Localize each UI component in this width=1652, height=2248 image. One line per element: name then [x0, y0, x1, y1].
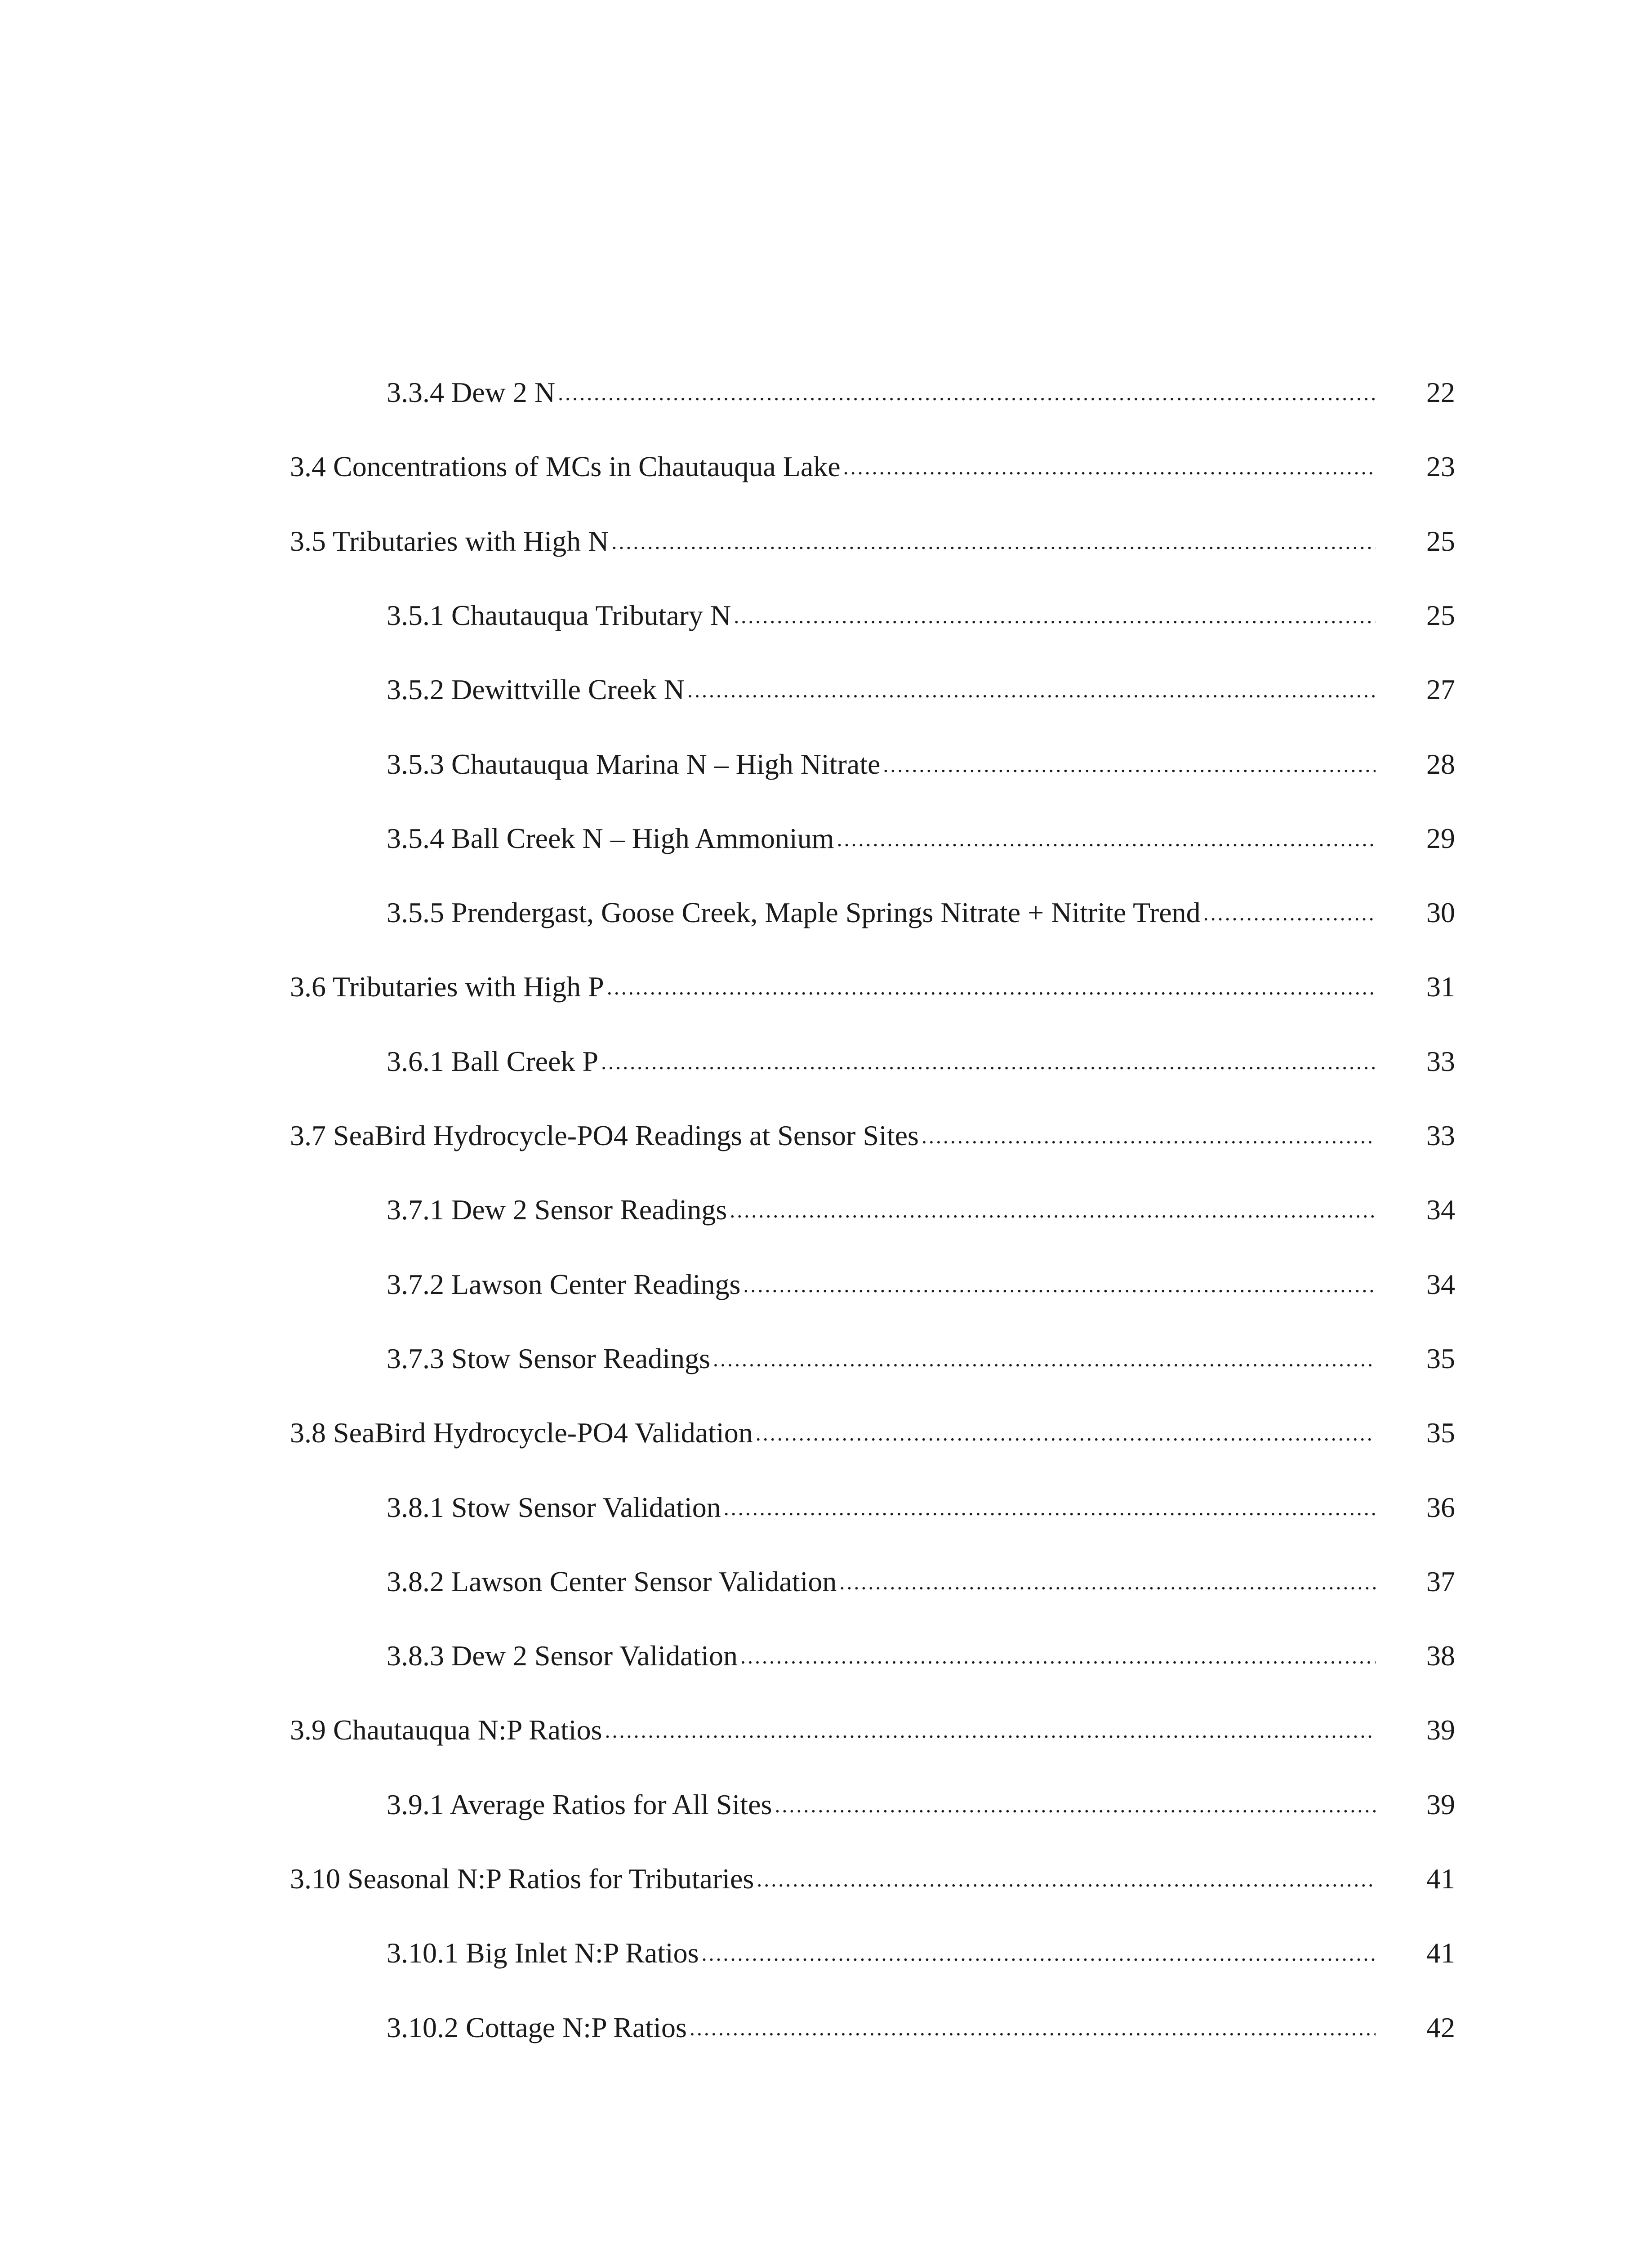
dot-leader — [558, 378, 1376, 407]
toc-entry-title: 3.10.1 Big Inlet N:P Ratios — [387, 1937, 699, 1969]
toc-entry[interactable] — [387, 1324, 1455, 1374]
toc-entry-title: 3.5.3 Chautauqua Marina N – High Nitrate — [387, 748, 881, 780]
toc-entry-title: 3.6.1 Ball Creek P — [387, 1045, 599, 1077]
toc-entry-title: 3.7.1 Dew 2 Sensor Readings — [387, 1194, 727, 1226]
toc-entry[interactable] — [290, 432, 1455, 482]
toc-entry-title: 3.8.2 Lawson Center Sensor Validation — [387, 1566, 837, 1597]
toc-entry[interactable] — [290, 1695, 1455, 1746]
toc-entry-title: 3.10 Seasonal N:P Ratios for Tributaries — [290, 1863, 754, 1895]
dot-leader — [730, 1195, 1376, 1224]
toc-entry-title: 3.3.4 Dew 2 N — [387, 376, 556, 408]
toc-entry-page-number: 33 — [1426, 1045, 1455, 1077]
toc-entry[interactable] — [387, 1621, 1455, 1672]
toc-entry-title: 3.8.3 Dew 2 Sensor Validation — [387, 1640, 738, 1672]
toc-entry[interactable] — [387, 1770, 1455, 1820]
toc-entry-page-number: 25 — [1426, 599, 1455, 631]
toc-entry[interactable] — [387, 655, 1455, 705]
toc-entry-title: 3.7.2 Lawson Center Readings — [387, 1268, 741, 1300]
toc-entry[interactable] — [387, 1918, 1455, 1969]
toc-entry[interactable] — [290, 506, 1455, 557]
toc-entry[interactable] — [387, 1472, 1455, 1523]
dot-leader — [843, 452, 1376, 481]
dot-leader — [775, 1790, 1376, 1819]
toc-entry[interactable] — [387, 1175, 1455, 1226]
dot-leader — [601, 1047, 1376, 1076]
toc-entry-page-number: 36 — [1426, 1491, 1455, 1523]
toc-entry-page-number: 22 — [1426, 376, 1455, 408]
toc-entry[interactable] — [387, 878, 1455, 928]
toc-entry-page-number: 37 — [1426, 1566, 1455, 1597]
toc-entry-page-number: 33 — [1426, 1120, 1455, 1151]
toc-entry[interactable] — [290, 1844, 1455, 1895]
toc-entry-title: 3.8.1 Stow Sensor Validation — [387, 1491, 721, 1523]
dot-leader — [837, 824, 1376, 853]
dot-leader — [1203, 898, 1376, 927]
toc-entry-page-number: 23 — [1426, 450, 1455, 482]
toc-entry[interactable] — [387, 729, 1455, 780]
toc-entry-page-number: 41 — [1426, 1937, 1455, 1969]
dot-leader — [687, 675, 1376, 704]
toc-entry[interactable] — [290, 1398, 1455, 1449]
toc-entry-title: 3.5.4 Ball Creek N – High Ammonium — [387, 822, 834, 854]
dot-leader — [713, 1344, 1376, 1373]
toc-entry-page-number: 41 — [1426, 1863, 1455, 1895]
toc-entry-title: 3.5.1 Chautauqua Tributary N — [387, 599, 731, 631]
toc-entry-title: 3.5.2 Dewittville Creek N — [387, 674, 685, 705]
dot-leader — [740, 1641, 1376, 1670]
toc-entry-title: 3.8 SeaBird Hydrocycle-PO4 Validation — [290, 1417, 753, 1449]
toc-entry-title: 3.4 Concentrations of MCs in Chautauqua Lake — [290, 450, 841, 482]
toc-entry-page-number: 28 — [1426, 748, 1455, 780]
toc-entry-title: 3.7 SeaBird Hydrocycle-PO4 Readings at Sensor Sites — [290, 1120, 919, 1151]
toc-entry[interactable] — [387, 357, 1455, 408]
dot-leader — [690, 2013, 1376, 2042]
dot-leader — [605, 1716, 1376, 1744]
dot-leader — [922, 1121, 1376, 1150]
toc-entry[interactable] — [387, 1547, 1455, 1597]
toc-entry-title: 3.5.5 Prendergast, Goose Creek, Maple Springs Nitrate + Nitrite Trend — [387, 897, 1201, 928]
dot-leader — [734, 601, 1376, 630]
toc-entry-title: 3.9.1 Average Ratios for All Sites — [387, 1789, 772, 1820]
dot-leader — [839, 1567, 1376, 1596]
toc-entry[interactable] — [387, 1993, 1455, 2043]
toc-entry-title: 3.9 Chautauqua N:P Ratios — [290, 1714, 602, 1746]
dot-leader — [883, 750, 1376, 779]
toc-entry-title: 3.10.2 Cottage N:P Ratios — [387, 2012, 687, 2043]
toc-entry-page-number: 31 — [1426, 971, 1455, 1003]
toc-entry-title: 3.6 Tributaries with High P — [290, 971, 604, 1003]
dot-leader — [743, 1270, 1376, 1299]
toc-entry-page-number: 34 — [1426, 1268, 1455, 1300]
toc-entry-page-number: 30 — [1426, 897, 1455, 928]
toc-entry-page-number: 25 — [1426, 525, 1455, 557]
toc-entry[interactable] — [387, 580, 1455, 631]
toc-entry-page-number: 39 — [1426, 1714, 1455, 1746]
dot-leader — [611, 527, 1376, 556]
toc-entry-page-number: 35 — [1426, 1343, 1455, 1374]
toc-entry-page-number: 42 — [1426, 2012, 1455, 2043]
dot-leader — [702, 1939, 1376, 1967]
dot-leader — [724, 1493, 1376, 1522]
toc-entry-page-number: 38 — [1426, 1640, 1455, 1672]
dot-leader — [757, 1864, 1376, 1893]
toc-entry[interactable] — [290, 1101, 1455, 1151]
toc-entry[interactable] — [290, 952, 1455, 1003]
toc-entry-title: 3.7.3 Stow Sensor Readings — [387, 1343, 710, 1374]
toc-entry-page-number: 29 — [1426, 822, 1455, 854]
toc-entry-page-number: 34 — [1426, 1194, 1455, 1226]
dot-leader — [607, 972, 1376, 1001]
toc-entry-title: 3.5 Tributaries with High N — [290, 525, 609, 557]
toc-entry[interactable] — [387, 1249, 1455, 1300]
toc-entry-page-number: 39 — [1426, 1789, 1455, 1820]
dot-leader — [756, 1418, 1376, 1447]
toc-entry[interactable] — [387, 1026, 1455, 1077]
toc-entry-page-number: 35 — [1426, 1417, 1455, 1449]
toc-entry-page-number: 27 — [1426, 674, 1455, 705]
toc-entry[interactable] — [387, 803, 1455, 854]
